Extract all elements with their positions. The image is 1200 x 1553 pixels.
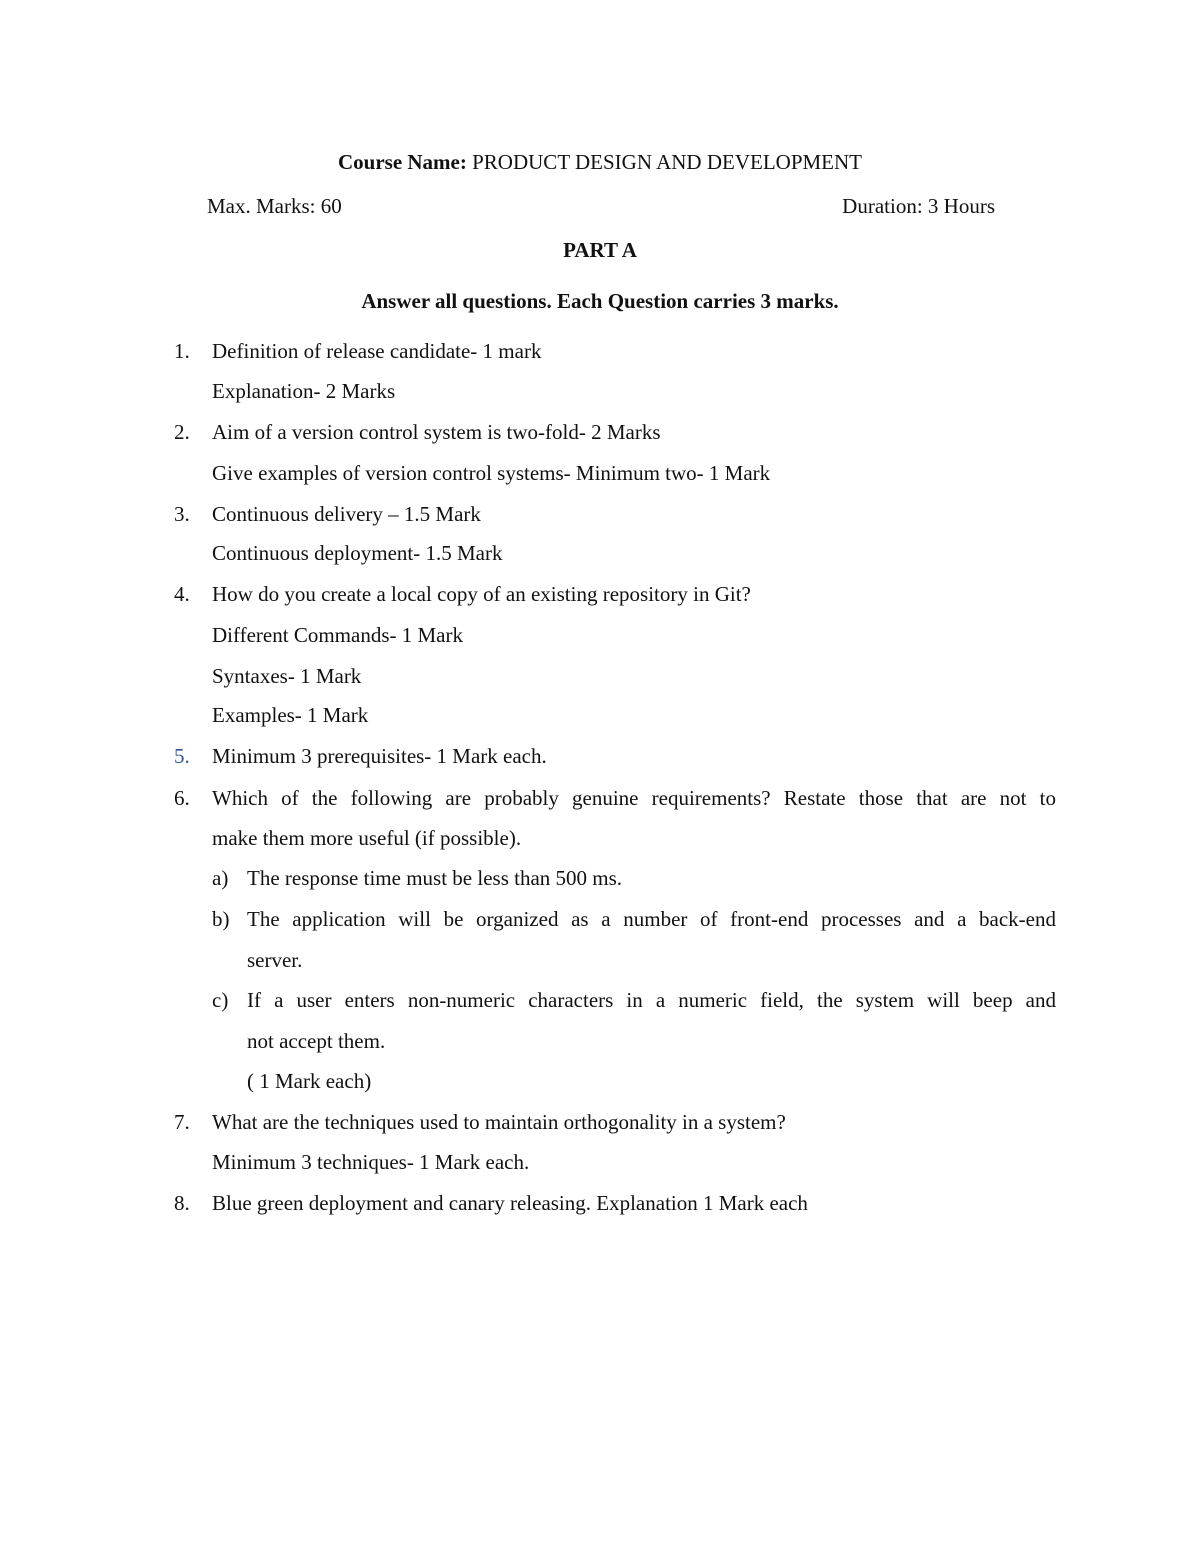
question-line: Explanation- 2 Marks (212, 379, 396, 403)
question-number: 6. (174, 786, 190, 810)
question-number: 7. (174, 1110, 190, 1134)
sub-item-label: c) (212, 988, 229, 1012)
sub-item-line: The response time must be less than 500 ms. (247, 866, 623, 890)
question-number: 2. (174, 420, 190, 444)
question-line: Give examples of version control systems- Minimum two- 1 Mark (212, 461, 771, 485)
sub-item-label: b) (212, 907, 230, 931)
question-line: Continuous delivery – 1.5 Mark (212, 502, 481, 526)
question-line: Continuous deployment- 1.5 Mark (212, 541, 503, 565)
question-line: Minimum 3 prerequisites- 1 Mark each. (212, 744, 547, 768)
duration: Duration: 3 Hours (842, 194, 995, 218)
question-number: 4. (174, 582, 190, 606)
question-line: Different Commands- 1 Mark (212, 623, 463, 647)
question-line: Which of the following are probably genuine requirements? Restate those that are not to (212, 786, 1056, 810)
question-line: What are the techniques used to maintain orthogonality in a system? (212, 1110, 786, 1134)
question-line: Examples- 1 Mark (212, 703, 369, 727)
instruction: Answer all questions. Each Question carries 3 marks. (361, 289, 839, 313)
question-line: make them more useful (if possible). (212, 826, 522, 850)
question-line: Aim of a version control system is two-fold- 2 Marks (212, 420, 661, 444)
sub-item-line: not accept them. (247, 1029, 386, 1053)
question-line: Minimum 3 techniques- 1 Mark each. (212, 1150, 530, 1174)
course-title (0, 150, 1200, 175)
part-heading: PART A (563, 238, 637, 262)
question-line: Syntaxes- 1 Mark (212, 664, 362, 688)
question-line: How do you create a local copy of an existing repository in Git? (212, 582, 751, 606)
marks-duration-row (207, 194, 995, 219)
question-number: 8. (174, 1191, 190, 1215)
course-name: PRODUCT DESIGN AND DEVELOPMENT (466, 150, 862, 174)
course-label: Course Name: (337, 150, 467, 174)
sub-item-line: If a user enters non-numeric characters in a numeric field, the system will beep and (247, 988, 1056, 1012)
sub-item-line: The application will be organized as a number of front-end processes and a back-end (247, 907, 1056, 931)
sub-item-label: a) (212, 866, 229, 890)
question-number: 5. (174, 744, 190, 768)
max-marks: Max. Marks: 60 (207, 194, 342, 218)
question-number: 1. (174, 339, 190, 363)
sub-item-line: server. (247, 948, 303, 972)
question-number: 3. (174, 502, 190, 526)
question-line: Blue green deployment and canary releasing. Explanation 1 Mark each (212, 1191, 808, 1215)
question-note: ( 1 Mark each) (247, 1069, 372, 1093)
question-line: Definition of release candidate- 1 mark (212, 339, 542, 363)
